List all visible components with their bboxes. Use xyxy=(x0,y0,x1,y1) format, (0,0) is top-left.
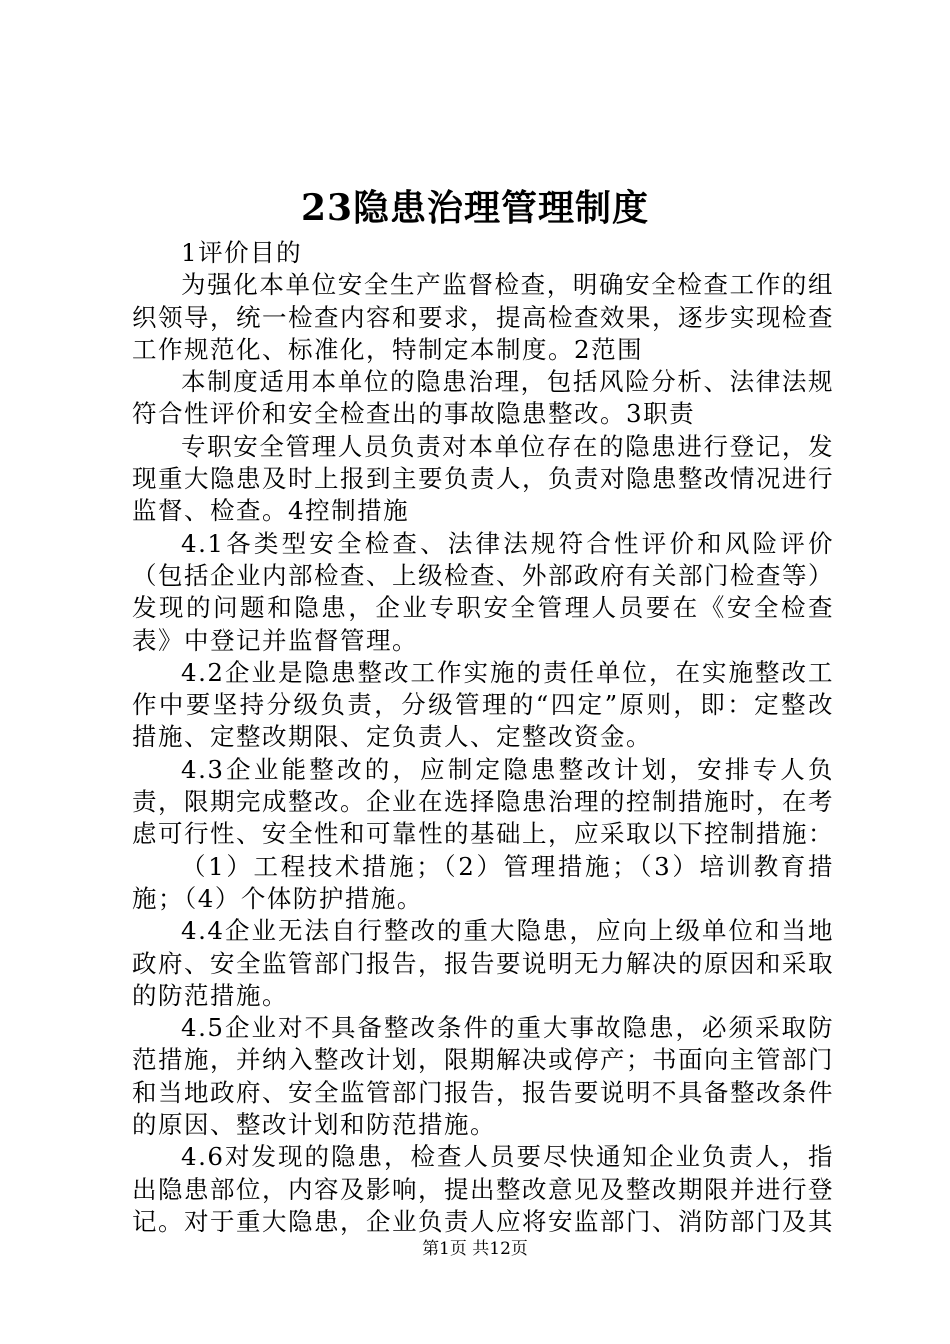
paragraph-4-3: 4.3企业能整改的，应制定隐患整改计划，安排专人负责，限期完成整改。企业在选择隐患治理的控制措施时，在考虑可行性、安全性和可靠性的基础上，应采取以下控制措施： xyxy=(132,754,834,849)
section-heading-purpose: 1评价目的 xyxy=(181,238,303,267)
paragraph-4-4: 4.4企业无法自行整改的重大隐患，应向上级单位和当地政府、安全监管部门报告，报告要说明无力解决的原因和采取的防范措施。 xyxy=(132,916,834,1010)
document-title: 23隐患治理管理制度 xyxy=(300,187,650,229)
paragraph-control-measures: （1）工程技术措施；（2）管理措施；（3）培训教育措施；（4）个体防护措施。 xyxy=(132,851,834,913)
page-footer: 第1页 共12页 xyxy=(422,1239,528,1259)
paragraph-purpose: 为强化本单位安全生产监督检查，明确安全检查工作的组织领导，统一检查内容和要求，提高检查效果，逐步实现检查工作规范化、标准化，特制定本制度。2范围 xyxy=(132,270,834,364)
paragraph-4-1: 4.1各类型安全检查、法律法规符合性评价和风险评价（包括企业内部检查、上级检查、外部政府有关部门检查等）发现的问题和隐患，企业专职安全管理人员要在《安全检查表》中登记并监督管理。 xyxy=(132,528,834,655)
paragraph-4-5: 4.5企业对不具备整改条件的重大事故隐患，必须采取防范措施，并纳入整改计划，限期解决或停产；书面向主管部门和当地政府、安全监管部门报告，报告要说明不具备整改条件的原因、整改计划和防范措施。 xyxy=(132,1013,834,1140)
paragraph-4-6: 4.6对发现的隐患，检查人员要尽快通知企业负责人，指出隐患部位，内容及影响，提出整改意见及整改期限并进行登记。对于重大隐患，企业负责人应将安监部门、消防部门及其 xyxy=(132,1142,834,1236)
document-body xyxy=(132,237,834,1238)
paragraph-4-2: 4.2企业是隐患整改工作实施的责任单位，在实施整改工作中要坚持分级负责，分级管理的“四定”原则，即：定整改措施、定整改期限、定负责人、定整改资金。 xyxy=(132,657,834,752)
paragraph-scope: 本制度适用本单位的隐患治理，包括风险分析、法律法规符合性评价和安全检查出的事故隐患整改。3职责 xyxy=(132,367,834,429)
paragraph-responsibilities: 专职安全管理人员负责对本单位存在的隐患进行登记，发现重大隐患及时上报到主要负责人，负责对隐患整改情况进行监督、检查。4控制措施 xyxy=(132,431,834,526)
